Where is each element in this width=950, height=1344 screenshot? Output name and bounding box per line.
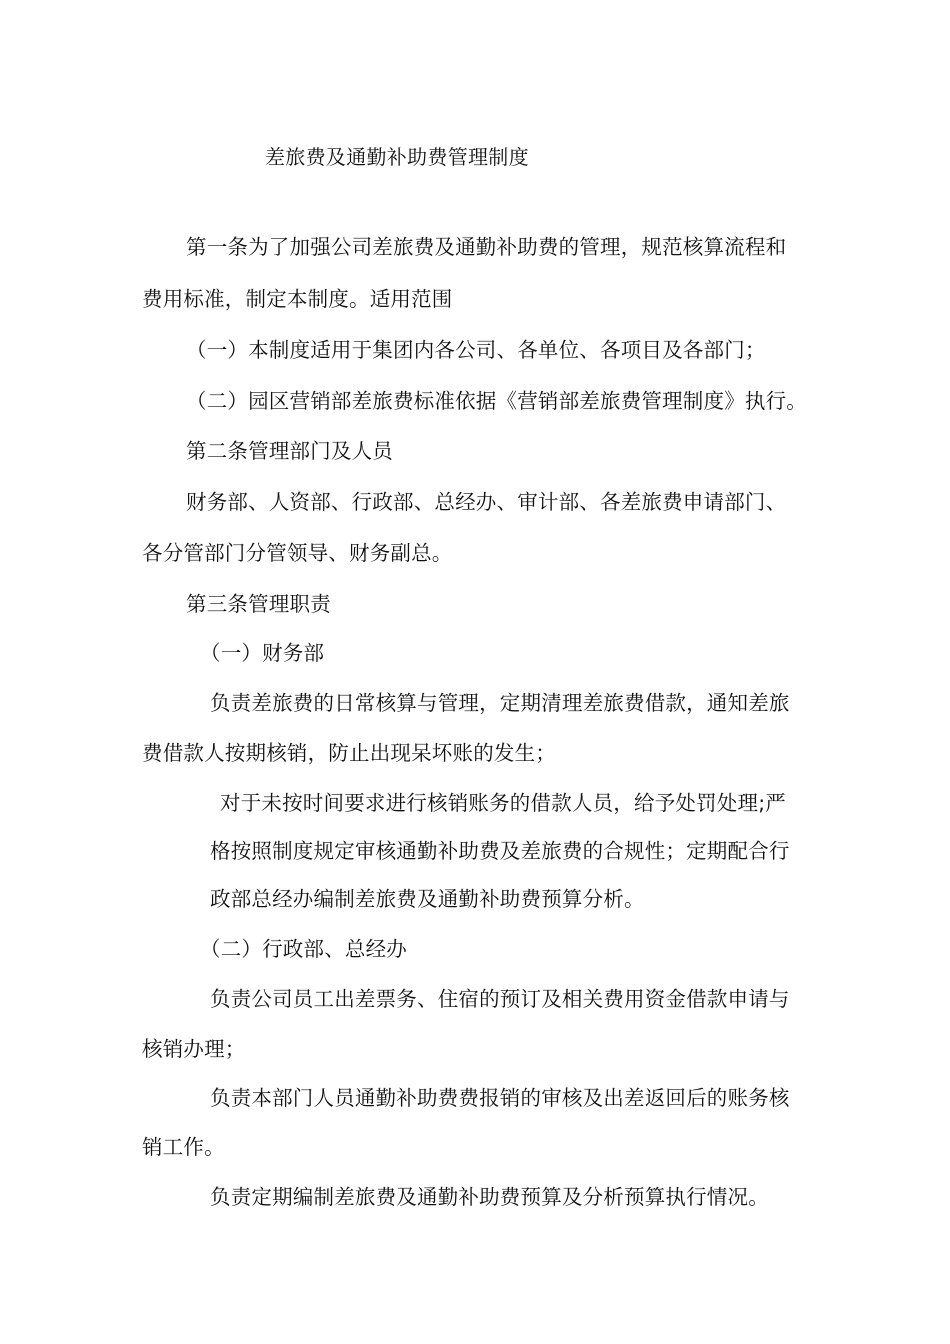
article-1-text: 第一条为了加强公司差旅费及通勤补助费的管理，规范核算流程和 [186,235,787,259]
admin-duty-2: 负责本部门人员通勤补助费费报销的审核及出差返回后的账务核 [210,1086,790,1110]
article-2-text-cont: 各分管部门分管领导、财务副总。 [142,541,453,565]
admin-duty-3: 负责定期编制差旅费及通勤补助费预算及分析预算执行情况。 [210,1185,769,1209]
article-2-text: 财务部、人资部、行政部、总经办、审计部、各差旅费申请部门、 [186,490,787,514]
scope-item-1: （一）本制度适用于集团内各公司、各单位、各项目及各部门； [186,338,766,362]
finance-duty-1: 负责差旅费的日常核算与管理，定期清理差旅费借款，通知差旅 [210,691,790,715]
finance-duty-2: 对于未按时间要求进行核销账务的借款人员，给予处罚处理;严 [220,791,787,815]
admin-dept-heading: （二）行政部、总经办 [200,937,407,961]
finance-duty-2-cont-2: 政部总经办编制差旅费及通勤补助费预算分析。 [210,887,645,911]
article-3-heading: 第三条管理职责 [186,592,331,616]
finance-duty-1-cont: 费借款人按期核销，防止出现呆坏账的发生； [142,741,556,765]
finance-duty-2-cont: 格按照制度规定审核通勤补助费及差旅费的合规性；定期配合行 [210,839,790,863]
admin-duty-1-cont: 核销办理； [142,1037,246,1061]
admin-duty-1: 负责公司员工出差票务、住宿的预订及相关费用资金借款申请与 [210,987,790,1011]
article-1-text-cont: 费用标准，制定本制度。适用范围 [142,287,453,311]
document-title: 差旅费及通勤补助费管理制度 [265,145,529,169]
admin-duty-2-cont: 销工作。 [142,1135,225,1159]
finance-dept-heading: （一）财务部 [200,641,325,665]
scope-item-2: （二）园区营销部差旅费标准依据《营销部差旅费管理制度》执行。 [186,389,807,413]
article-2-heading: 第二条管理部门及人员 [186,439,393,463]
